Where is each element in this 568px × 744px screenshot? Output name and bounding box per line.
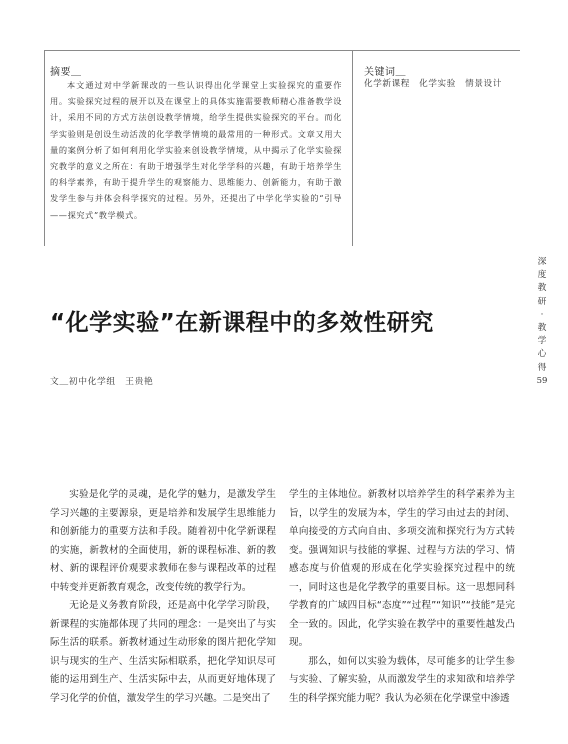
article-title: “化学实验”在新课程中的多效性研究: [50, 310, 434, 336]
abstract-text: 本文通过对中学新课改的一些认识得出化学课堂上实验探究的重要作用。实验探究过程的展开以及在课堂上的具体实施需要教师精心准备教学设计，采用不同的方式方法创设教学情境，给学生提供实验探究的平台。而化学实验则是创设生动活泼的化学教学情境的最常用的一种形式。文章又用大量的案例分析了如何利用化学实验来创设教学情境，从中揭示了化学实验探究教学的意义之所在：有助于增强学生对化学学科的兴趣，有助于培养学生的科学素养，有助于提升学生的观察能力、思维能力、创新能力，有助于激发学生参与并体会科学探究的过程。另外，还提出了中学化学实验的“引导——探究式”教学模式。: [50, 80, 342, 220]
body-paragraph: 学生的主体地位。新教材以培养学生的科学素养为主旨，以学生的发展为本，学生的学习由过去的封闭、单向接受的方式向自由、多项交流和探究行为方式转变。强调知识与技能的掌握、过程与方法的学习、情感态度与价值观的形成在化学实验探究过程中的统一，同时这也是化学教学的重要目标。这一思想同科学教育的广域四目标“态度”“过程”“知识”“技能”是完全一致的。因此，化学实验在教学中的重要性越发凸现。: [289, 489, 515, 648]
article-byline: 文＿初中化学组 王贵艳: [50, 377, 154, 387]
section-char: 得: [537, 362, 547, 373]
page-number: 59: [536, 376, 548, 386]
column-divider: [352, 50, 353, 246]
section-char: 教: [537, 283, 547, 294]
body-paragraph: 那么，如何以实验为载体，尽可能多的让学生参与实验、了解实验，从而激发学生的求知欲和培养学生的科学探究能力呢？我认为必须在化学课堂中渗透: [289, 655, 515, 704]
section-char: 度: [537, 270, 547, 281]
body-column-right: [289, 486, 515, 708]
abstract-label: 摘要＿: [50, 67, 82, 78]
section-vertical-label: [535, 256, 549, 375]
section-char: 研: [537, 296, 547, 307]
keywords-label: 关键词＿: [364, 67, 406, 78]
body-column-left: [50, 486, 276, 708]
section-char: ·: [540, 309, 544, 320]
top-rule: [44, 50, 520, 51]
section-char: 教: [537, 323, 547, 334]
left-rule: [44, 50, 45, 246]
section-char: 学: [537, 336, 547, 347]
body-paragraph: 实验是化学的灵魂，是化学的魅力，是激发学生学习兴趣的主要源泉，更是培养和发展学生思维能力和创新能力的重要方法和手段。随着初中化学新课程的实施，新教材的全面使用，新的课程标准、新的教材、新的课程评价观要求教师在参与课程改革的过程中转变并更新教育观念，改变传统的教学行为。: [50, 489, 276, 593]
section-char: 心: [537, 349, 547, 360]
body-paragraph: 无论是义务教育阶段，还是高中化学学习阶段，新课程的实施都体现了共同的理念：一是突出了与实际生活的联系。新教材通过生动形象的图片把化学知识与现实的生产、生活实际相联系，把化学知识尽可能的运用到生产、生活实际中去，从而更好地体现了学习化学的价值，激发学生的学习兴趣。二是突出了: [50, 600, 276, 704]
keywords-text: 化学新课程 化学实验 情景设计: [364, 79, 502, 89]
section-char: 深: [537, 257, 547, 267]
